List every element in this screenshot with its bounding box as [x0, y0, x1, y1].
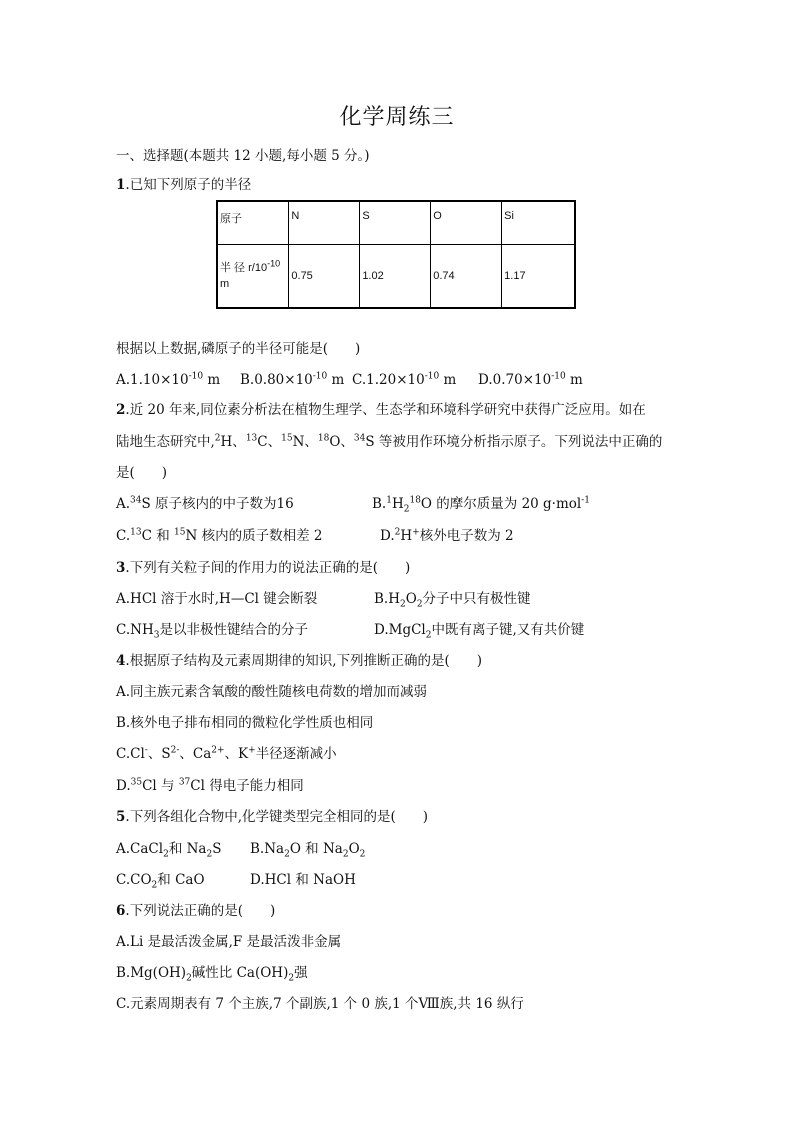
table-cell: 原子 — [217, 201, 289, 245]
table-row-label: 半 径 $r/10^{-10}$ m — [217, 245, 289, 309]
option-d: D.MgCl$_2$中既有离子键,又有共价键 — [374, 622, 585, 641]
option-b: $B.^1H_2^{18}O$ 的摩尔质量为 20 g·mol$^{-1}$ — [372, 495, 591, 515]
table-cell: N — [289, 201, 360, 245]
option-a: $A.1.10\times 10^{-10}$ m — [116, 371, 221, 388]
question-1-ask: 根据以上数据,磷原子的半径可能是( ) — [116, 341, 361, 357]
option-c: $C.NH_3$是以非极性键结合的分子 — [116, 622, 308, 641]
option-c: C.Cl-、$S^{2-}$、$Ca^{2+}$、K+半径逐渐减小 — [116, 745, 337, 762]
option-a: A.$^{34}$S 原子核内的中子数为16 — [116, 495, 294, 512]
section-heading: 一、选择题(本题共 12 小题,每小题 5 分。) — [116, 148, 370, 164]
option-c: C.元素周期表有 7 个主族,7 个副族,1 个 0 族,1 个Ⅷ族,共 16 纵行 — [116, 996, 524, 1012]
option-c: C.$^{13}$C 和 $^{15}$N 核内的质子数相差 2 — [116, 527, 323, 544]
option-a: A.HCl 溶于水时,H—Cl 键会断裂 — [116, 591, 318, 607]
option-a: A.CaCl$_2$和 $Na_2S$ — [116, 841, 222, 860]
option-a: A.同主族元素含氧酸的酸性随核电荷数的增加而减弱 — [116, 684, 428, 700]
table-cell: O — [431, 201, 502, 245]
table-header-row — [217, 201, 575, 245]
question-number: 1 — [116, 177, 126, 193]
option-d: D.HCl 和 NaOH — [250, 872, 356, 888]
option-b: $B.H_2O_2$分子中只有极性键 — [374, 591, 531, 610]
question-2-stem-line2: 陆地生态研究中,$^2$H、$^{13}$C、$^{15}$N、$^{18}$O、$^{34}$S 等被用作环境分析指示原子。下列说法中正确的 — [116, 433, 663, 450]
question-2-stem-line3: 是( ) — [116, 465, 168, 481]
option-b: $B.Na_2O$ 和 $Na_2O_2$ — [250, 841, 366, 860]
table-row — [217, 245, 575, 309]
option-d: D.$^2$H+核外电子数为 2 — [380, 527, 514, 544]
option-d: D.$^{35}$Cl 与 $^{37}$Cl 得电子能力相同 — [116, 777, 304, 794]
option-d: $D.0.70\times 10^{-10}$ m — [478, 371, 583, 388]
option-b: B.核外电子排布相同的微粒化学性质也相同 — [116, 715, 374, 731]
table-cell: 1.02 — [360, 245, 431, 309]
page-title: 化学周练三 — [339, 105, 455, 130]
table-cell: 1.17 — [502, 245, 575, 309]
atomic-radius-table — [216, 200, 576, 309]
question-6-stem: 6.下列说法正确的是( ) — [116, 903, 276, 919]
question-4-stem: 4.根据原子结构及元素周期律的知识,下列推断正确的是( ) — [116, 653, 483, 669]
question-5-stem: 5.下列各组化合物中,化学键类型完全相同的是( ) — [116, 809, 429, 825]
option-c: $C.CO_2$和 CaO — [116, 872, 205, 891]
option-a: A.Li 是最活泼金属,F 是最活泼非金属 — [116, 934, 342, 950]
question-2-stem-line1: 2.近 20 年来,同位素分析法在植物生理学、生态学和环境科学研究中获得广泛应用。如在 — [116, 402, 646, 418]
table-cell: S — [360, 201, 431, 245]
option-c: $C.1.20\times 10^{-10}$ m — [352, 371, 457, 388]
question-1-stem: 1.已知下列原子的半径 — [116, 177, 252, 193]
option-b: $B.Mg(OH)_2$碱性比 $Ca(OH)_2$强 — [116, 965, 308, 984]
table-cell: 0.74 — [431, 245, 502, 309]
question-3-stem: 3.下列有关粒子间的作用力的说法正确的是( ) — [116, 560, 411, 576]
option-b: $B.0.80\times 10^{-10}$ m — [240, 371, 345, 388]
table-cell: Si — [502, 201, 575, 245]
table-cell: 0.75 — [289, 245, 360, 309]
